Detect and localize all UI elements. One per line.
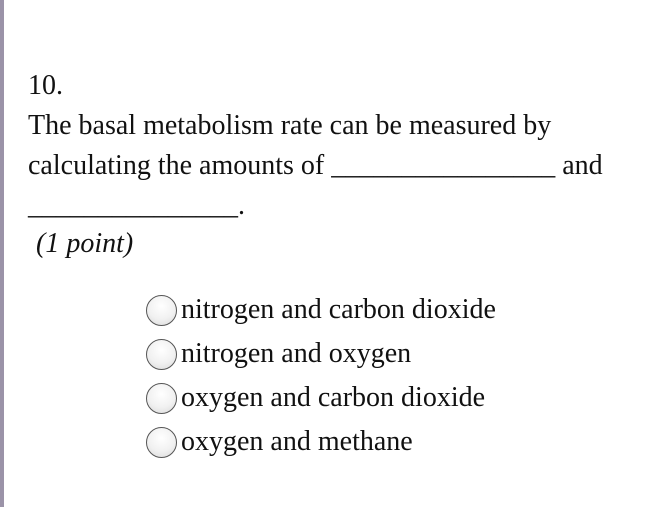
question-block (28, 66, 643, 262)
radio-button[interactable] (146, 339, 177, 370)
option-label: nitrogen and oxygen (181, 338, 412, 369)
question-points: (1 point) (36, 228, 134, 259)
option-oxygen-methane[interactable] (146, 420, 626, 464)
question-number: 10. (28, 70, 63, 101)
option-nitrogen-oxygen[interactable] (146, 332, 626, 376)
option-nitrogen-carbon-dioxide[interactable] (146, 288, 626, 332)
radio-button[interactable] (146, 427, 177, 458)
radio-button[interactable] (146, 295, 177, 326)
question-stem: The basal metabolism rate can be measured by calculating the amounts of ________________ and _______________. (28, 110, 603, 221)
option-label: oxygen and carbon dioxide (181, 382, 486, 413)
option-label: oxygen and methane (181, 426, 413, 457)
option-label: nitrogen and carbon dioxide (181, 294, 496, 325)
answer-options (146, 288, 626, 464)
left-border (0, 0, 4, 507)
radio-button[interactable] (146, 383, 177, 414)
option-oxygen-carbon-dioxide[interactable] (146, 376, 626, 420)
